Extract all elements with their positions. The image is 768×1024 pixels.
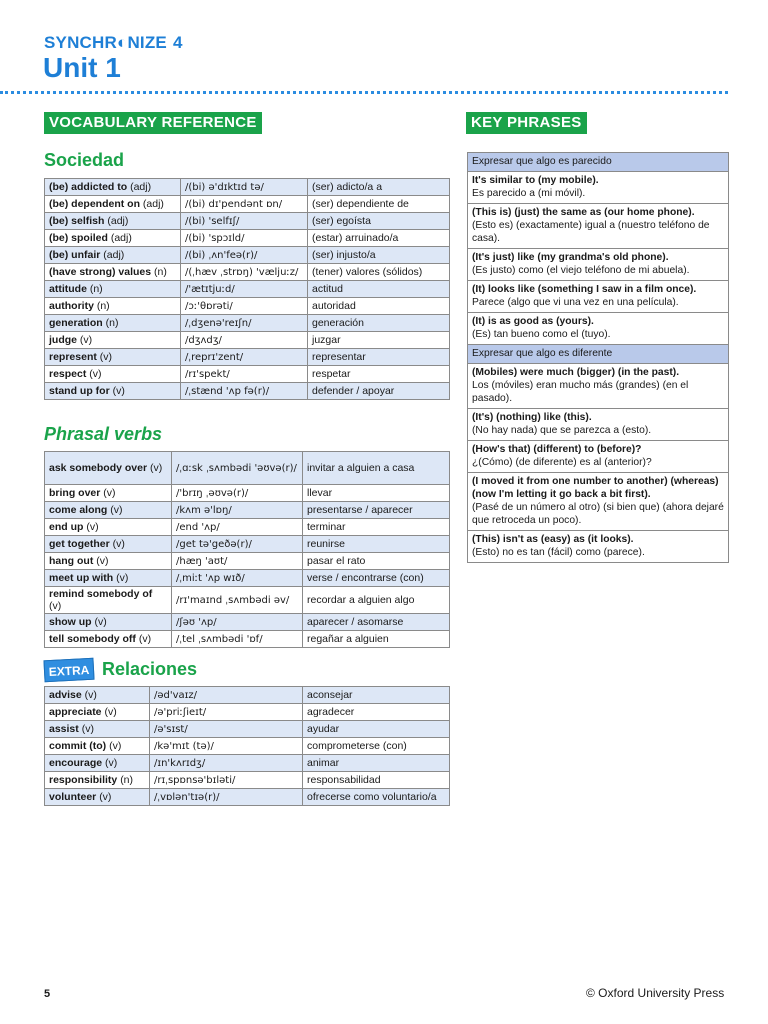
vocab-word: stand up for <box>49 385 110 397</box>
vocab-phonetic: /kə'mɪt (tə)/ <box>150 738 303 755</box>
vocab-translation: (ser) adicto/a a <box>308 179 450 196</box>
vocab-word-cell <box>45 755 150 772</box>
key-phrase-cell <box>468 249 729 281</box>
vocab-word: commit (to) <box>49 740 107 752</box>
page-number: 5 <box>44 988 51 1000</box>
vocab-phonetic: /ˌreprɪ'zent/ <box>181 349 308 366</box>
vocab-phonetic: /get tə'geðə(r)/ <box>172 536 303 553</box>
key-phrase-cell <box>468 531 729 563</box>
vocab-word-cell <box>45 587 172 614</box>
vocab-word: encourage <box>49 757 103 769</box>
key-phrase-cell <box>468 281 729 313</box>
vocab-word-cell <box>45 332 181 349</box>
vocab-word: authority <box>49 300 94 312</box>
key-phrase-spanish: Los (móviles) eran mucho más (grandes) (en el pasado). <box>472 380 689 404</box>
key-phrase-english: (It's just) like (my grandma's old phone). <box>472 252 669 263</box>
vocab-part-of-speech: (n) <box>105 317 119 329</box>
key-phrase-english: (This is) (just) the same as (our home phone). <box>472 207 695 218</box>
vocab-translation: (tener) valores (sólidos) <box>308 264 450 281</box>
brand-name: SYNCHR◐NIZE <box>44 33 167 52</box>
vocab-word: (be) spoiled <box>49 232 108 244</box>
vocab-word: meet up with <box>49 572 114 584</box>
vocab-part-of-speech: (adj) <box>130 181 152 193</box>
key-phrase-spanish: Parece (algo que vi una vez en una película). <box>472 297 679 308</box>
key-phrase-row <box>468 409 729 441</box>
key-phrase-spanish: (Esto) no es tan (fácil) como (parece). <box>472 547 645 558</box>
vocab-part-of-speech: (v) <box>112 538 125 550</box>
vocab-word-cell <box>45 281 181 298</box>
key-phrase-category: Expresar que algo es parecido <box>468 153 729 172</box>
vocab-word-cell <box>45 536 172 553</box>
key-phrase-spanish: (Es) tan bueno como el (tuyo). <box>472 329 611 340</box>
vocab-phonetic: /ˌvɒlən'tɪə(r)/ <box>150 789 303 806</box>
vocab-translation: pasar el rato <box>303 553 450 570</box>
key-phrase-english: (It) looks like (something I saw in a film once). <box>472 284 697 295</box>
vocab-translation: ofrecerse como voluntario/a <box>303 789 450 806</box>
vocab-word-cell <box>45 196 181 213</box>
vocab-part-of-speech: (v) <box>110 504 123 516</box>
vocab-translation: (ser) egoísta <box>308 213 450 230</box>
key-phrase-row <box>468 281 729 313</box>
key-phrase-spanish: Es parecido a (mi móvil). <box>472 188 586 199</box>
vocab-translation: autoridad <box>308 298 450 315</box>
vocab-word: ask somebody over <box>49 462 148 474</box>
vocab-translation: invitar a alguien a casa <box>303 452 450 485</box>
vocab-row <box>45 366 450 383</box>
vocab-translation: (ser) dependiente de <box>308 196 450 213</box>
vocab-word-cell <box>45 485 172 502</box>
vocab-part-of-speech: (v) <box>138 633 152 645</box>
unit-title: Unit 1 <box>43 52 121 83</box>
vocab-word: appreciate <box>49 706 102 718</box>
vocab-translation: comprometerse (con) <box>303 738 450 755</box>
vocab-word-cell <box>45 452 172 485</box>
key-phrase-cell <box>468 409 729 441</box>
vocab-word-cell <box>45 298 181 315</box>
vocab-word: (be) addicted to <box>49 181 128 193</box>
key-phrase-spanish: (Es justo) como (el viejo teléfono de mi abuela). <box>472 265 690 276</box>
vocab-word-cell <box>45 502 172 519</box>
vocab-word-cell <box>45 614 172 631</box>
key-phrase-spanish: (No hay nada) que se parezca a (esto). <box>472 425 652 436</box>
vocab-phonetic: /(bi) ˌʌn'feə(r)/ <box>181 247 308 264</box>
vocab-phonetic: /ˌdʒenə'reɪʃn/ <box>181 315 308 332</box>
vocab-phonetic: /end 'ʌp/ <box>172 519 303 536</box>
vocab-word: get together <box>49 538 110 550</box>
extra-badge: EXTRA <box>43 658 94 683</box>
vocab-row <box>45 383 450 400</box>
vocab-row <box>45 179 450 196</box>
sociedad-title: Sociedad <box>44 150 125 170</box>
vocab-row <box>45 570 450 587</box>
vocab-word: (have strong) values <box>49 266 152 278</box>
vocab-part-of-speech: (v) <box>105 757 118 769</box>
vocab-word: tell somebody off <box>49 633 136 645</box>
vocab-translation: responsabilidad <box>303 772 450 789</box>
vocab-word: represent <box>49 351 97 363</box>
vocab-part-of-speech: (adj) <box>142 198 164 210</box>
relaciones-title: Relaciones <box>102 659 198 679</box>
vocab-word-cell <box>45 366 181 383</box>
vocab-phonetic: /(bi) 'selfɪʃ/ <box>181 213 308 230</box>
vocab-row <box>45 519 450 536</box>
key-phrase-english: (How's that) (different) to (before)? <box>472 444 642 455</box>
vocab-word-cell <box>45 264 181 281</box>
vocab-translation: llevar <box>303 485 450 502</box>
vocab-word: (be) unfair <box>49 249 101 261</box>
vocab-part-of-speech: (adj) <box>110 232 132 244</box>
vocab-word-cell <box>45 772 150 789</box>
vocab-phonetic: /(ˌhæv ˌstrɒŋ) 'væljuːz/ <box>181 264 308 281</box>
vocab-part-of-speech: (n) <box>96 300 110 312</box>
key-phrase-row <box>468 313 729 345</box>
key-phrase-cell <box>468 473 729 531</box>
vocab-word-cell <box>45 570 172 587</box>
vocab-phonetic: /ɪn'kʌrɪdʒ/ <box>150 755 303 772</box>
vocab-translation: animar <box>303 755 450 772</box>
vocab-word-cell <box>45 230 181 247</box>
vocab-translation: generación <box>308 315 450 332</box>
vocab-part-of-speech: (v) <box>96 555 109 567</box>
vocab-part-of-speech: (v) <box>149 462 163 474</box>
vocab-phonetic: /ə'sɪst/ <box>150 721 303 738</box>
vocab-word-cell <box>45 687 150 704</box>
phrasal-verbs-title: Phrasal verbs <box>44 424 163 444</box>
vocab-word: generation <box>49 317 103 329</box>
vocab-row <box>45 485 450 502</box>
vocab-row <box>45 332 450 349</box>
vocab-phonetic: /ˌɑːsk ˌsʌmbədi 'əʊvə(r)/ <box>172 452 303 485</box>
key-phrases-heading: KEY PHRASES <box>466 112 587 134</box>
vocab-word-cell <box>45 213 181 230</box>
vocab-word: attitude <box>49 283 87 295</box>
phrasal-verbs-table <box>44 451 450 648</box>
vocab-translation: aconsejar <box>303 687 450 704</box>
sociedad-table <box>44 178 450 400</box>
vocab-phonetic: /(bi) dɪ'pendənt ɒn/ <box>181 196 308 213</box>
vocab-translation: recordar a alguien algo <box>303 587 450 614</box>
vocab-word-cell <box>45 519 172 536</box>
key-phrase-english: It's similar to (my mobile). <box>472 175 599 186</box>
copyright-notice: © Oxford University Press <box>586 986 725 1000</box>
vocab-part-of-speech: (n) <box>89 283 103 295</box>
vocab-row <box>45 230 450 247</box>
vocab-phonetic: /ɔː'θɒrəti/ <box>181 298 308 315</box>
vocab-phonetic: /'brɪŋ ˌəʊvə(r)/ <box>172 485 303 502</box>
vocab-row <box>45 721 450 738</box>
key-phrase-row <box>468 441 729 473</box>
vocab-translation: presentarse / aparecer <box>303 502 450 519</box>
vocab-word: judge <box>49 334 77 346</box>
vocab-row <box>45 755 450 772</box>
vocab-row <box>45 315 450 332</box>
key-phrase-row <box>468 531 729 563</box>
vocab-word-cell <box>45 179 181 196</box>
key-phrase-english: (It's) (nothing) like (this). <box>472 412 592 423</box>
vocab-row <box>45 789 450 806</box>
key-phrase-english: (It) is as good as (yours). <box>472 316 594 327</box>
vocab-phonetic: /(bi) ə'dɪktɪd tə/ <box>181 179 308 196</box>
vocab-word-cell <box>45 704 150 721</box>
vocab-translation: (estar) arruinado/a <box>308 230 450 247</box>
key-phrase-spanish: ¿(Cómo) (de diferente) es al (anterior)? <box>472 457 652 468</box>
key-phrase-row <box>468 473 729 531</box>
vocab-part-of-speech: (v) <box>79 334 93 346</box>
key-phrase-cell <box>468 313 729 345</box>
vocab-translation: aparecer / asomarse <box>303 614 450 631</box>
vocab-word: (be) dependent on <box>49 198 140 210</box>
vocab-phonetic: /hæŋ 'aʊt/ <box>172 553 303 570</box>
vocab-phonetic: /ˌtel ˌsʌmbədi 'ɒf/ <box>172 631 303 648</box>
vocab-phonetic: /dʒʌdʒ/ <box>181 332 308 349</box>
vocab-row <box>45 349 450 366</box>
key-phrase-english: (I moved it from one number to another) (whereas) (now I'm letting it go back a bit first). <box>472 476 719 500</box>
vocab-part-of-speech: (v) <box>86 521 99 533</box>
vocab-part-of-speech: (v) <box>49 600 62 612</box>
vocab-translation: agradecer <box>303 704 450 721</box>
vocab-word-cell <box>45 789 150 806</box>
key-phrase-category-row <box>468 153 729 172</box>
brand-logo <box>44 33 183 53</box>
vocab-row <box>45 502 450 519</box>
key-phrase-row <box>468 364 729 409</box>
key-phrase-category: Expresar que algo es diferente <box>468 345 729 364</box>
vocab-phonetic: /rɪ'spekt/ <box>181 366 308 383</box>
vocab-phonetic: /'ætɪtjuːd/ <box>181 281 308 298</box>
key-phrase-cell <box>468 204 729 249</box>
vocab-row <box>45 687 450 704</box>
vocab-word-cell <box>45 349 181 366</box>
vocab-translation: reunirse <box>303 536 450 553</box>
vocab-row <box>45 614 450 631</box>
key-phrase-row <box>468 172 729 204</box>
vocab-row <box>45 452 450 485</box>
key-phrase-category-row <box>468 345 729 364</box>
relaciones-table <box>44 686 450 806</box>
vocab-word: show up <box>49 616 92 628</box>
vocab-translation: defender / apoyar <box>308 383 450 400</box>
vocab-row <box>45 196 450 213</box>
vocab-row <box>45 738 450 755</box>
vocab-translation: representar <box>308 349 450 366</box>
vocab-word: volunteer <box>49 791 97 803</box>
vocab-part-of-speech: (v) <box>89 368 102 380</box>
vocab-word: (be) selfish <box>49 215 105 227</box>
vocab-part-of-speech: (n) <box>154 266 167 278</box>
vocab-translation: ayudar <box>303 721 450 738</box>
vocab-part-of-speech: (v) <box>84 689 97 701</box>
vocab-phonetic: /ˌstænd 'ʌp fə(r)/ <box>181 383 308 400</box>
key-phrase-cell <box>468 364 729 409</box>
vocab-part-of-speech: (adj) <box>107 215 129 227</box>
vocab-translation: terminar <box>303 519 450 536</box>
key-phrase-cell <box>468 172 729 204</box>
vocab-part-of-speech: (v) <box>99 351 113 363</box>
key-phrase-spanish: (Esto es) (exactamente) igual a (nuestro teléfono de casa). <box>472 220 710 244</box>
vocab-word-cell <box>45 553 172 570</box>
edition-number: 4 <box>172 33 183 52</box>
key-phrases-table <box>467 152 729 563</box>
vocab-word: end up <box>49 521 84 533</box>
key-phrase-spanish: (Pasé de un número al otro) (si bien que) (ahora dejaré que retroceda un poco). <box>472 502 724 526</box>
vocab-word: responsibility <box>49 774 118 786</box>
vocab-row <box>45 281 450 298</box>
vocab-phonetic: /kʌm ə'lɒŋ/ <box>172 502 303 519</box>
vocabulary-reference-heading: VOCABULARY REFERENCE <box>44 112 262 134</box>
vocab-translation: respetar <box>308 366 450 383</box>
vocab-phonetic: /əd'vaɪz/ <box>150 687 303 704</box>
vocab-row <box>45 298 450 315</box>
vocab-word: respect <box>49 368 87 380</box>
vocab-word: advise <box>49 689 82 701</box>
vocab-word: assist <box>49 723 79 735</box>
vocab-word: remind somebody of <box>49 588 153 600</box>
vocab-part-of-speech: (v) <box>104 706 117 718</box>
vocab-phonetic: /ˌmiːt 'ʌp wɪð/ <box>172 570 303 587</box>
vocab-row <box>45 631 450 648</box>
header-divider <box>0 91 728 94</box>
vocab-row <box>45 213 450 230</box>
vocab-word-cell <box>45 721 150 738</box>
vocab-row <box>45 264 450 281</box>
vocab-part-of-speech: (v) <box>109 740 122 752</box>
vocab-word-cell <box>45 631 172 648</box>
vocab-translation: regañar a alguien <box>303 631 450 648</box>
vocab-row <box>45 536 450 553</box>
key-phrase-row <box>468 204 729 249</box>
vocab-phonetic: /(bi) 'spɔɪld/ <box>181 230 308 247</box>
vocab-row <box>45 772 450 789</box>
vocab-word-cell <box>45 383 181 400</box>
vocab-word-cell <box>45 315 181 332</box>
vocab-part-of-speech: (n) <box>120 774 134 786</box>
vocab-translation: juzgar <box>308 332 450 349</box>
vocab-part-of-speech: (v) <box>116 572 129 584</box>
vocab-translation: actitud <box>308 281 450 298</box>
vocab-word: bring over <box>49 487 101 499</box>
vocab-word-cell <box>45 247 181 264</box>
vocab-part-of-speech: (v) <box>94 616 107 628</box>
vocab-part-of-speech: (v) <box>99 791 112 803</box>
vocab-part-of-speech: (v) <box>103 487 116 499</box>
vocab-word: come along <box>49 504 108 516</box>
key-phrase-cell <box>468 441 729 473</box>
key-phrase-english: (Mobiles) were much (bigger) (in the past). <box>472 367 680 378</box>
vocab-word-cell <box>45 738 150 755</box>
vocab-row <box>45 587 450 614</box>
vocab-phonetic: /ʃəʊ 'ʌp/ <box>172 614 303 631</box>
vocab-phonetic: /rɪ'maɪnd ˌsʌmbədi əv/ <box>172 587 303 614</box>
vocab-part-of-speech: (v) <box>112 385 125 397</box>
vocab-row <box>45 553 450 570</box>
vocab-phonetic: /ə'priːʃieɪt/ <box>150 704 303 721</box>
vocab-translation: (ser) injusto/a <box>308 247 450 264</box>
vocab-part-of-speech: (v) <box>81 723 94 735</box>
key-phrase-english: (This) isn't as (easy) as (it looks). <box>472 534 634 545</box>
key-phrase-row <box>468 249 729 281</box>
vocab-phonetic: /rɪˌspɒnsə'bɪləti/ <box>150 772 303 789</box>
vocab-part-of-speech: (adj) <box>103 249 125 261</box>
vocab-row <box>45 247 450 264</box>
vocab-word: hang out <box>49 555 94 567</box>
vocab-row <box>45 704 450 721</box>
vocab-translation: verse / encontrarse (con) <box>303 570 450 587</box>
